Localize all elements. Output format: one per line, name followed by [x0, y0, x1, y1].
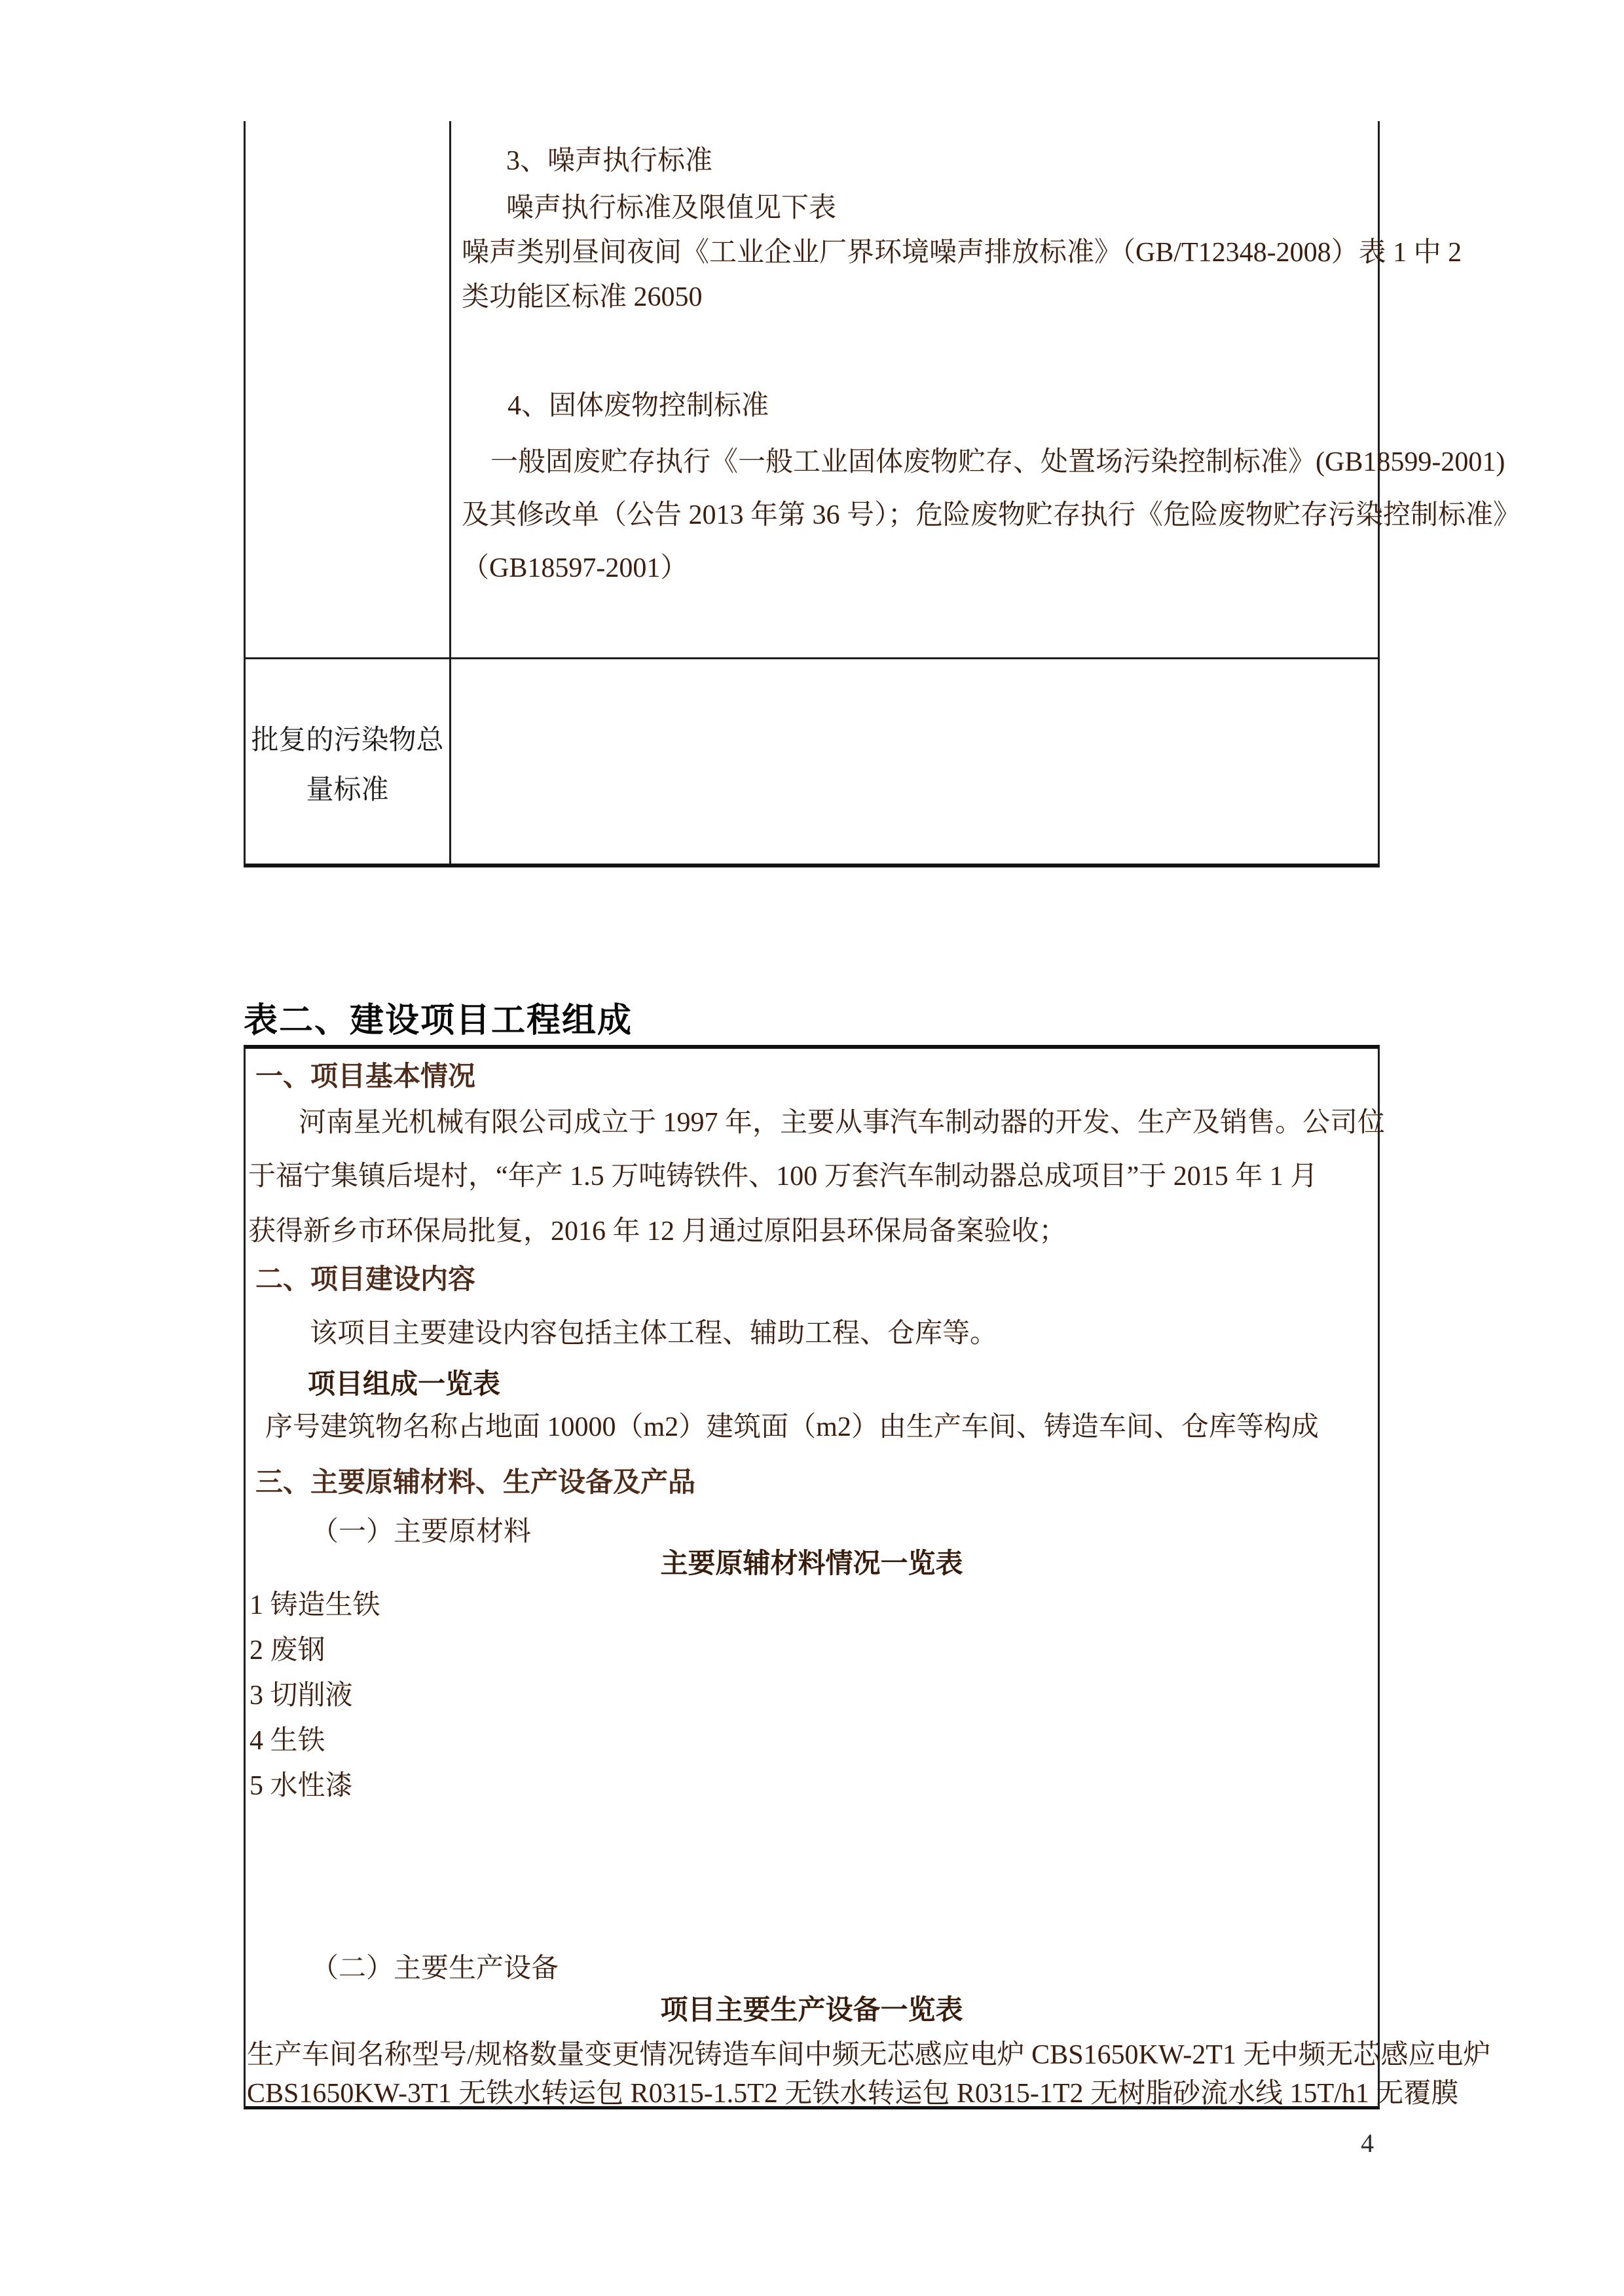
material-list-item: 5 水性漆	[249, 1771, 353, 1801]
material-list-item: 4 生铁	[249, 1726, 325, 1756]
equipment-table-line1: 生产车间名称型号/规格数量变更情况铸造车间中频无芯感应电炉 CBS1650KW-2T1 无中频无芯感应电炉	[247, 2040, 1491, 2070]
composition-table-row: 序号建筑物名称占地面 10000（m2）建筑面（m2）由生产车间、铸造车间、仓库等构成	[265, 1412, 1319, 1442]
section1-paragraph-line3: 获得新乡市环保局批复，2016 年 12 月通过原阳县环保局备案验收；	[248, 1216, 1067, 1247]
section1-heading: 一、项目基本情况	[255, 1061, 476, 1091]
section2-heading: 二、项目建设内容	[255, 1264, 476, 1294]
approved-pollutant-total-label-line2: 量标准	[306, 775, 389, 805]
material-list-item: 2 废钢	[249, 1635, 325, 1666]
section1-paragraph-line2: 于福宁集镇后堤村，“年产 1.5 万吨铸铁件、100 万套汽车制动器总成项目”于 2015 年 1 月	[248, 1161, 1318, 1192]
standards-table	[244, 121, 1521, 867]
equipment-table-line2: CBS1650KW-3T1 无铁水转运包 R0315-1.5T2 无铁水转运包 R0315-1T2 无树脂砂流水线 15T/h1 无覆膜	[247, 2079, 1459, 2109]
table2-heading: 表二、建设项目工程组成	[244, 1002, 633, 1040]
standards-table-column-divider	[449, 121, 451, 864]
composition-table-title: 项目组成一览表	[308, 1368, 501, 1399]
solid-waste-standard-title: 4、固体废物控制标准	[507, 391, 769, 421]
material-list-item: 3 切削液	[249, 1681, 353, 1711]
noise-standard-body-line1: 噪声类别昼间夜间《工业企业厂界环境噪声排放标准》（GB/T12348-2008）表 1 中 2	[462, 238, 1462, 268]
sub1-heading: （一）主要原材料	[311, 1517, 532, 1547]
project-composition-table	[244, 1045, 1491, 2109]
approved-pollutant-total-label-line1: 批复的污染物总	[251, 725, 444, 756]
section1-paragraph-line1: 河南星光机械有限公司成立于 1997 年，主要从事汽车制动器的开发、生产及销售。公司位	[299, 1108, 1386, 1138]
materials-table-title: 主要原辅材料情况一览表	[660, 1548, 963, 1578]
solid-waste-standard-body-line2: 及其修改单（公告 2013 年第 36 号）；危险废物贮存执行《危险废物贮存污染控制标准》	[462, 500, 1521, 530]
noise-standard-note: 噪声执行标准及限值见下表	[506, 193, 837, 223]
page-number: 4	[1361, 2128, 1374, 2158]
sub2-heading: （二）主要生产设备	[311, 1954, 559, 1984]
section2-paragraph: 该项目主要建设内容包括主体工程、辅助工程、仓库等。	[310, 1319, 998, 1349]
noise-standard-title: 3、噪声执行标准	[506, 146, 713, 176]
material-list-item: 1 铸造生铁	[249, 1590, 380, 1620]
section3-heading: 三、主要原辅材料、生产设备及产品	[255, 1467, 696, 1497]
standards-table-row-divider	[246, 657, 1378, 659]
noise-standard-body-line2: 类功能区标准 26050	[462, 282, 703, 312]
equipment-table-title: 项目主要生产设备一览表	[660, 1994, 963, 2025]
solid-waste-standard-body-line3: （GB18597-2001）	[462, 553, 688, 583]
solid-waste-standard-body-line1: 一般固废贮存执行《一般工业固体废物贮存、处置场污染控制标准》(GB18599-2001)	[490, 447, 1505, 477]
